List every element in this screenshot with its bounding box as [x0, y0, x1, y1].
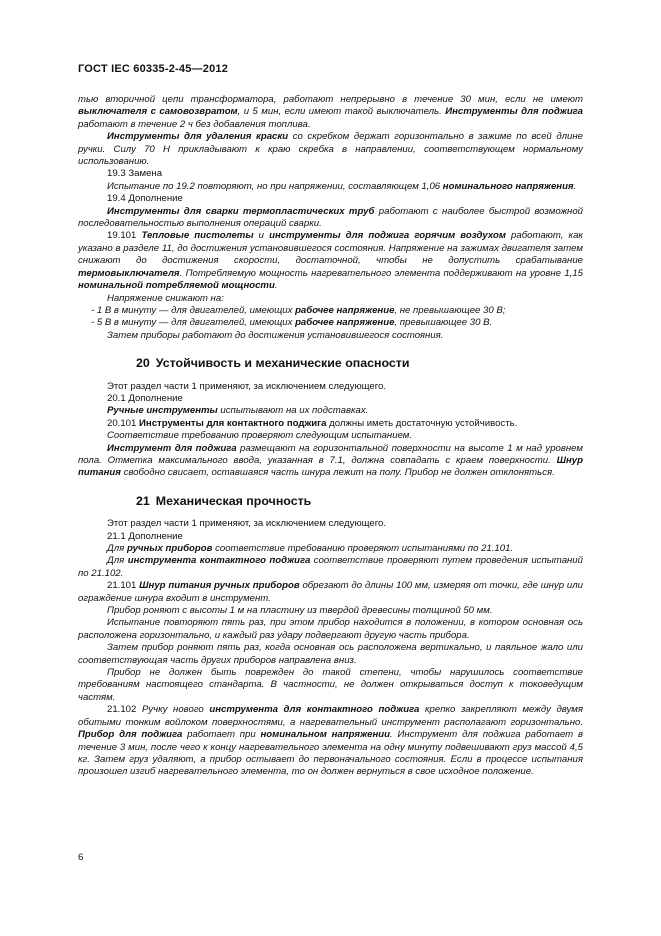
paragraph: Для ручных приборов соответствие требованию проверяют испытаниями по 21.101.	[107, 543, 514, 554]
list-item: - 5 В в минуту — для двигателей, имеющих рабочее напряжение, превышающее 30 В.	[91, 317, 493, 329]
paragraph: Прибор роняют с высоты 1 м на пластину из твердой древесины толщиной 50 мм.	[107, 605, 493, 617]
document-header: ГОСТ IEC 60335-2-45—2012	[78, 63, 229, 75]
paragraph: Прибор не должен быть поврежден до такой степени, чтобы нарушилось соответствие требованиям настоящего стандарта. В частности, не должен открываться доступ к токоведущим частям.	[78, 667, 583, 703]
clause-heading: 19.3 Замена	[107, 168, 163, 180]
paragraph: Этот раздел части 1 применяют, за исключением следующего.	[107, 380, 387, 392]
paragraph: Напряжение снижают на:	[107, 292, 224, 304]
paragraph: Для инструмента контактного поджига соответствие проверяют путем проведения испытаний по 21.102.	[78, 555, 583, 579]
paragraph: Испытание по 19.2 повторяют, но при напряжении, составляющем 1,06 номинального напряжения.	[107, 180, 577, 192]
paragraph: Этот раздел части 1 применяют, за исключением следующего.	[107, 518, 387, 530]
paragraph: 20.101 Инструменты для контактного поджига должны иметь достаточную устойчивость.	[107, 417, 518, 429]
paragraph: Инструменты для удаления краски со скребком держат горизонтально в зажиме по всей длине ручки. Силу 70 Н прикладывают к краю скребка в направлении, соответствующем нормальному использованию.	[78, 131, 584, 168]
paragraph: 19.101 Тепловые пистолеты и инструменты для поджига горячим воздухом работают, как указано в разделе 11, до достижения установившегося состояния. Напряжение на зажимах двигателя затем снижают до достижения скорости, достаточной, чтобы не допустить срабатывание термовыключателя. Потребляемую мощность нагревательного элемента поддерживают на уровне 1,15 номинальной потребляемой мощности.	[78, 230, 583, 292]
paragraph: Инструменты для сварки термопластических труб работают с наиболее быстрой возможной последовательностью выполнения операций сварки.	[78, 205, 583, 230]
paragraph: тью вторичной цепи трансформатора, работают непрерывно в течение 30 мин, если не имеют выключателя с самовозвратом, и 5 мин, если имеют такой выключатель. Инструменты для поджига работают в течение 2 ч без добавления топлива.	[78, 94, 584, 130]
clause-heading: 20.1 Дополнение	[107, 392, 183, 404]
section-heading-20: 20 Устойчивость и механические опасности	[136, 356, 410, 371]
document-body	[78, 94, 583, 779]
section-heading-21: 21 Механическая прочность	[136, 493, 312, 508]
clause-heading: 19.4 Дополнение	[107, 193, 183, 205]
paragraph: Затем приборы работают до достижения установившегося состояния.	[107, 329, 444, 341]
paragraph: Ручные инструменты испытывают на их подставках.	[107, 405, 369, 417]
paragraph: 21.102 Ручку нового инструмента для контактного поджига крепко закрепляют между двумя обитыми тонким войлоком поверхностями, а нагревательный инструмент располагают горизонтально. Прибор для поджига работает при номинальном напряжении. Инструмент для поджига работает в течение 3 мин, после чего к концу нагревательного элемента на одну минуту подвешивают груз массой 4,5 кг. Затем груз удаляют, а прибор остывает до первоначального состояния. Если в процессе испытания произошел изгиб нагревательного элемента, то он должен вернуться в свое исходное положение.	[78, 704, 583, 778]
paragraph: Испытание повторяют пять раз, при этом прибор находится в положении, в котором основная ось расположена горизонтально, и каждый раз удару подвергают другую часть прибора.	[78, 617, 583, 641]
paragraph: 21.101 Шнур питания ручных приборов обрезают до длины 100 мм, измеряя от точки, где шнур или ограждение шнура входит в инструмент.	[78, 580, 583, 604]
paragraph: Затем прибор роняют пять раз, когда основная ось расположена вертикально, и паяльное жало или соответствующая часть других приборов направлена вниз.	[78, 642, 583, 666]
page-number: 6	[78, 852, 84, 863]
paragraph: Инструмент для поджига размещают на горизонтальной поверхности на высоте 1 м над уровнем пола. Отметка максимального ввода, указанная в 7.1, должна совпадать с краем поверхности. Шнур питания свободно свисает, оставшаяся часть шнура лежит на полу. Прибор не должен отклоняться.	[78, 442, 584, 479]
list-item: - 1 В в минуту — для двигателей, имеющих рабочее напряжение, не превышающее 30 В;	[91, 304, 506, 316]
clause-heading: 21.1 Дополнение	[107, 530, 183, 542]
paragraph: Соответствие требованию проверяют следующим испытанием.	[107, 430, 413, 442]
